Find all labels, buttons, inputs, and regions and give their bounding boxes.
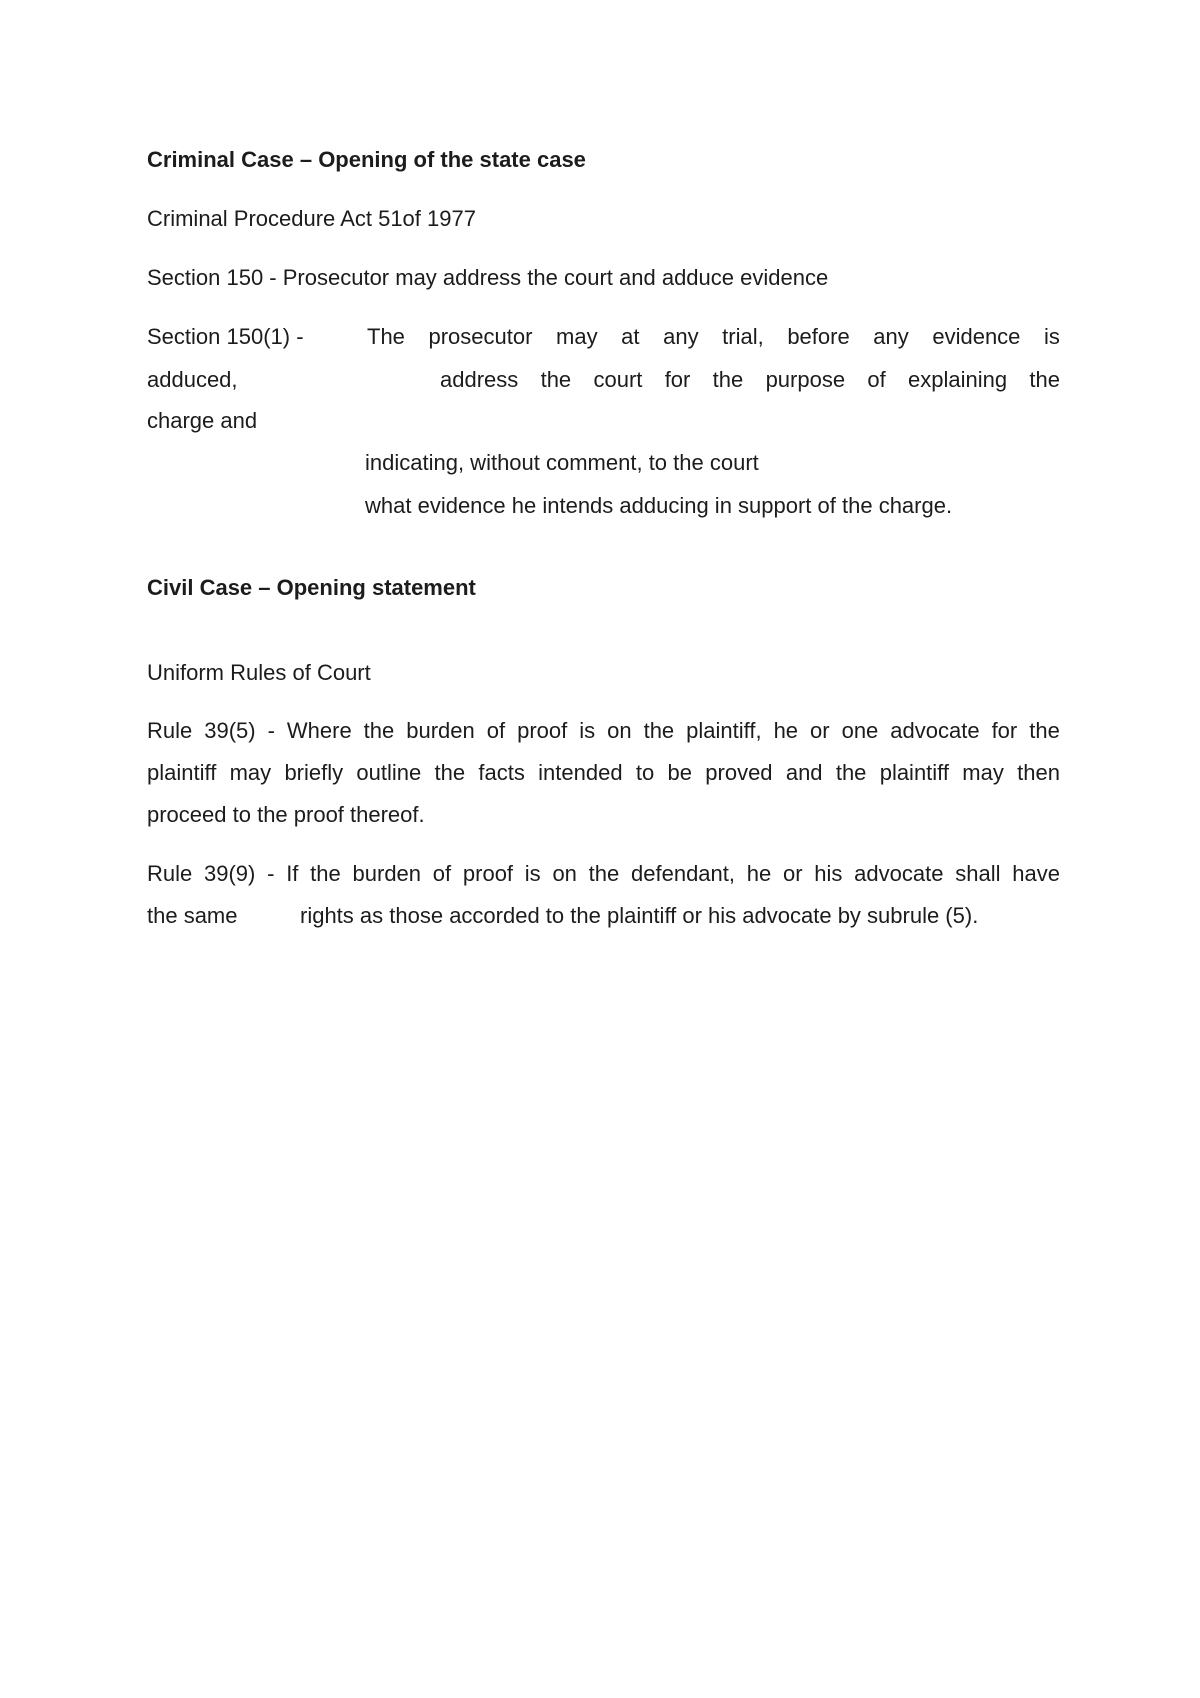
word: one <box>841 718 879 743</box>
word: may <box>556 324 598 349</box>
rule-39-5-line-3: proceed to the proof thereof. <box>147 802 425 827</box>
word: evidence <box>932 324 1021 349</box>
word: or <box>782 861 803 886</box>
section-150-1-line-2 <box>440 366 1060 394</box>
word: 39(5) <box>204 718 256 743</box>
rule-39-9-line-2-lead: the same <box>147 903 238 928</box>
word: may <box>229 760 272 785</box>
word: intended <box>538 760 623 785</box>
word: advocate <box>854 861 944 886</box>
word: plaintiff <box>879 760 950 785</box>
word: proved <box>705 760 773 785</box>
word: court <box>593 367 643 392</box>
section-150-1-line-1 <box>367 323 1060 351</box>
word: prosecutor <box>428 324 533 349</box>
word: on <box>607 718 632 743</box>
word: the <box>434 760 466 785</box>
rule-39-5-line-2 <box>147 759 1060 787</box>
word: 39(9) <box>204 861 256 886</box>
word: any <box>663 324 699 349</box>
section-150-1-label: Section 150(1) - <box>147 324 304 349</box>
word: Rule <box>147 861 193 886</box>
word: If <box>286 861 299 886</box>
word: advocate <box>890 718 980 743</box>
section-150-1-line-3: charge and <box>147 408 258 433</box>
section-150-title: Section 150 - Prosecutor may address the court and adduce evidence <box>147 265 829 290</box>
word: then <box>1017 760 1060 785</box>
word: Rule <box>147 718 193 743</box>
word: any <box>873 324 909 349</box>
word: explaining <box>908 367 1008 392</box>
word: facts <box>478 760 525 785</box>
word: proof <box>517 718 568 743</box>
word: the <box>835 760 867 785</box>
section-150-1-line-5: what evidence he intends adducing in support of the charge. <box>365 493 953 518</box>
word: be <box>667 760 692 785</box>
uniform-rules-title: Uniform Rules of Court <box>147 660 371 685</box>
word: address <box>440 367 519 392</box>
civil-case-heading: Civil Case – Opening statement <box>147 575 476 600</box>
word: Where <box>286 718 352 743</box>
word: the <box>712 367 744 392</box>
word: the <box>363 718 395 743</box>
word: plaintiff, <box>686 718 762 743</box>
word: shall <box>955 861 1001 886</box>
word: trial, <box>722 324 764 349</box>
word: of <box>486 718 506 743</box>
criminal-case-heading: Criminal Case – Opening of the state case <box>147 147 586 172</box>
word: he <box>746 861 772 886</box>
word: his <box>814 861 843 886</box>
word: for <box>664 367 691 392</box>
word: and <box>785 760 823 785</box>
word: burden <box>406 718 475 743</box>
word: proof <box>462 861 514 886</box>
rule-39-9-line-1 <box>147 860 1060 888</box>
word: have <box>1012 861 1060 886</box>
section-150-1-line-4: indicating, without comment, to the court <box>365 450 759 475</box>
word: the <box>1029 718 1060 743</box>
word: is <box>524 861 541 886</box>
word: - <box>267 861 275 886</box>
word: he <box>773 718 799 743</box>
word: the <box>540 367 572 392</box>
word: burden <box>352 861 422 886</box>
word: to <box>635 760 655 785</box>
word: the <box>643 718 675 743</box>
word: The <box>367 324 405 349</box>
word: plaintiff <box>147 760 217 785</box>
word: briefly <box>284 760 344 785</box>
section-150-1-line-2-lead: adduced, <box>147 367 238 392</box>
word: - <box>267 718 275 743</box>
word: or <box>810 718 830 743</box>
rule-39-5-line-1 <box>147 717 1060 745</box>
word: defendant, <box>631 861 735 886</box>
word: purpose <box>765 367 846 392</box>
word: outline <box>356 760 422 785</box>
word: at <box>621 324 640 349</box>
word: of <box>432 861 452 886</box>
word: before <box>787 324 850 349</box>
word: the <box>310 861 341 886</box>
word: for <box>991 718 1018 743</box>
word: the <box>1029 367 1060 392</box>
word: is <box>579 718 596 743</box>
word: of <box>867 367 886 392</box>
criminal-procedure-act: Criminal Procedure Act 51of 1977 <box>147 206 476 231</box>
word: is <box>1044 324 1060 349</box>
word: may <box>962 760 1004 785</box>
rule-39-9-line-2: rights as those accorded to the plaintiff or his advocate by subrule (5). <box>300 903 979 928</box>
word: the <box>588 861 620 886</box>
word: on <box>552 861 577 886</box>
